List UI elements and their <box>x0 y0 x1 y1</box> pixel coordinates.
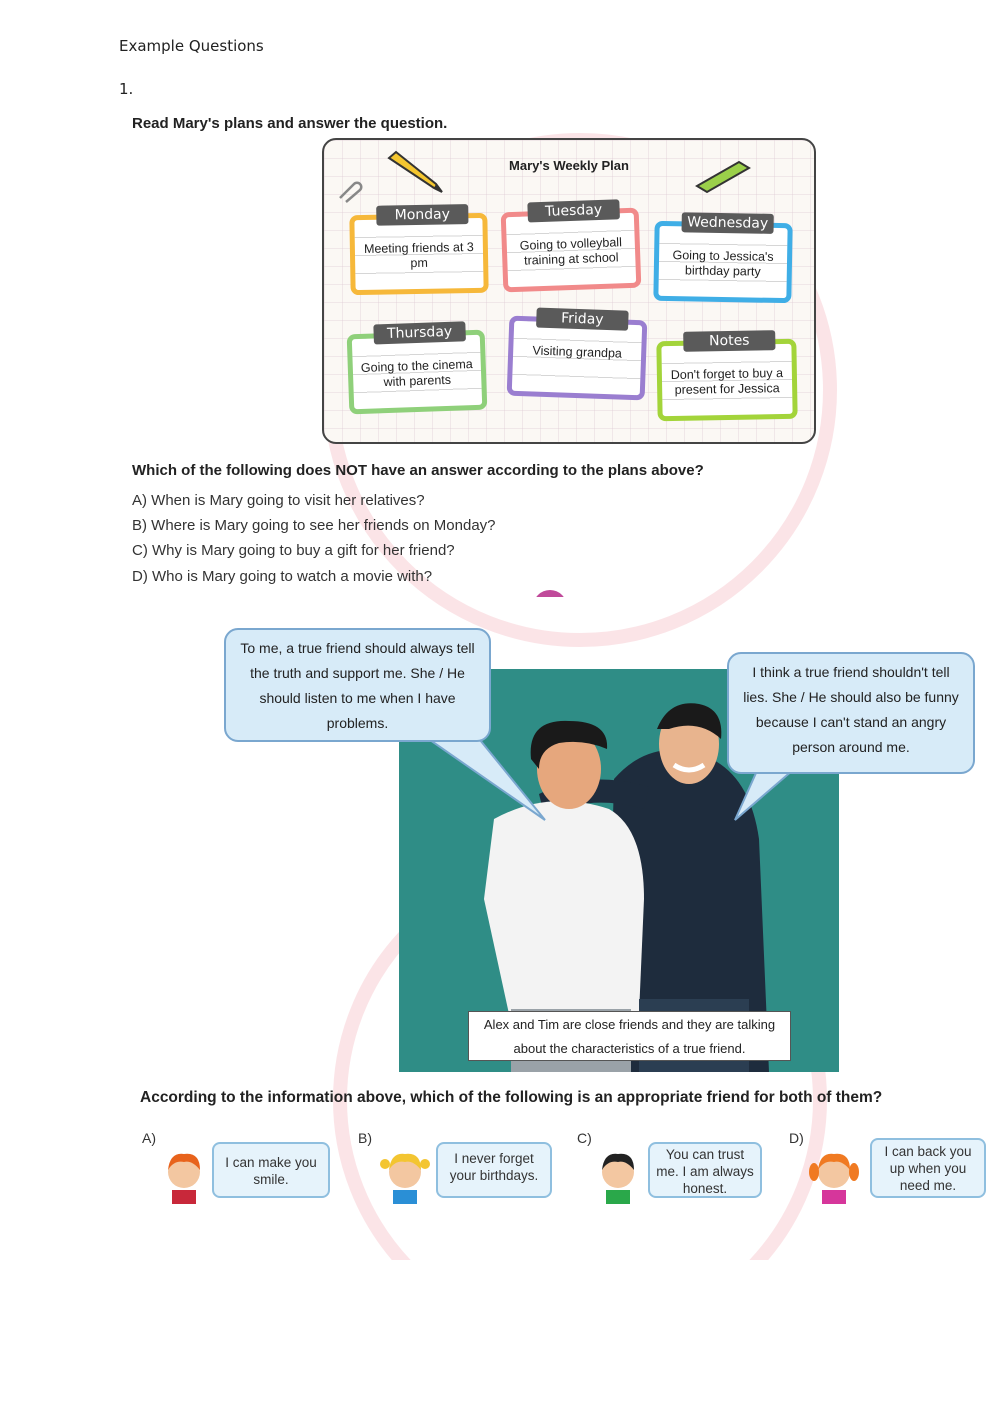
question2-prompt: According to the information above, which of the following is an appropriate friend for both of them? <box>140 1089 883 1106</box>
card-monday <box>349 206 488 295</box>
child-avatar-icon <box>380 1146 430 1206</box>
option-c-bubble[interactable]: You can trust me. I am always honest. <box>648 1142 762 1198</box>
paperclip-icon <box>334 178 364 204</box>
option-a-letter[interactable]: A) <box>142 1130 156 1146</box>
question1-instruction: Read Mary's plans and answer the question. <box>132 115 448 132</box>
card-thursday-tab: Thursday <box>373 321 466 344</box>
card-friday-tab: Friday <box>536 308 629 331</box>
option-b-bubble[interactable]: I never forget your birthdays. <box>436 1142 552 1198</box>
question1-option-b[interactable]: B) Where is Mary going to see her friends on Monday? <box>132 517 496 534</box>
card-thursday <box>347 323 488 415</box>
plan-title: Mary's Weekly Plan <box>509 158 629 173</box>
card-wednesday-text: Going to Jessica's birthday party <box>672 248 774 279</box>
card-tuesday <box>501 201 642 293</box>
crayon-icon <box>689 154 759 194</box>
card-notes <box>656 332 797 421</box>
speech-bubble-right: I think a true friend shouldn't tell lies. She / He should also be funny because I can't stand an angry person around me. <box>727 652 975 774</box>
card-thursday-text: Going to the cinema with parents <box>360 357 473 390</box>
child-avatar-icon <box>162 1146 206 1206</box>
question-number: 1. <box>119 80 134 98</box>
option-a-bubble[interactable]: I can make you smile. <box>212 1142 330 1198</box>
card-wednesday-tab: Wednesday <box>682 212 774 234</box>
question1-prompt: Which of the following does NOT have an answer according to the plans above? <box>132 462 704 479</box>
option-b-letter[interactable]: B) <box>358 1130 372 1146</box>
option-d-letter[interactable]: D) <box>789 1130 804 1146</box>
card-tuesday-text: Going to volleyball training at school <box>519 235 623 268</box>
question2-options <box>140 1128 990 1218</box>
child-avatar-icon <box>596 1146 640 1206</box>
option-c-letter[interactable]: C) <box>577 1130 592 1146</box>
option-d-bubble[interactable]: I can back you up when you need me. <box>870 1138 986 1198</box>
card-monday-text: Meeting friends at 3 pm <box>363 240 474 271</box>
question1-option-c[interactable]: C) Why is Mary going to buy a gift for her friend? <box>132 542 455 559</box>
question1-option-d[interactable]: D) Who is Mary going to watch a movie with? <box>132 568 433 585</box>
card-friday-text: Visiting grandpa <box>532 343 623 361</box>
child-avatar-icon <box>808 1146 860 1206</box>
card-wednesday <box>653 214 792 303</box>
card-notes-text: Don't forget to buy a present for Jessica <box>670 366 784 397</box>
question1-option-a[interactable]: A) When is Mary going to visit her relatives? <box>132 492 425 509</box>
page-title: Example Questions <box>119 37 264 55</box>
pencil-icon <box>384 150 454 195</box>
scene-caption: Alex and Tim are close friends and they are talking about the characteristics of a true friend. <box>468 1011 791 1061</box>
weekly-plan-board <box>322 138 816 444</box>
card-notes-tab: Notes <box>683 330 775 352</box>
card-friday <box>507 310 648 401</box>
card-tuesday-tab: Tuesday <box>527 199 620 222</box>
speech-bubble-left: To me, a true friend should always tell the truth and support me. She / He should listen to me when I have problems. <box>224 628 491 742</box>
bubble-tail-left <box>400 738 550 828</box>
card-monday-tab: Monday <box>376 204 468 226</box>
